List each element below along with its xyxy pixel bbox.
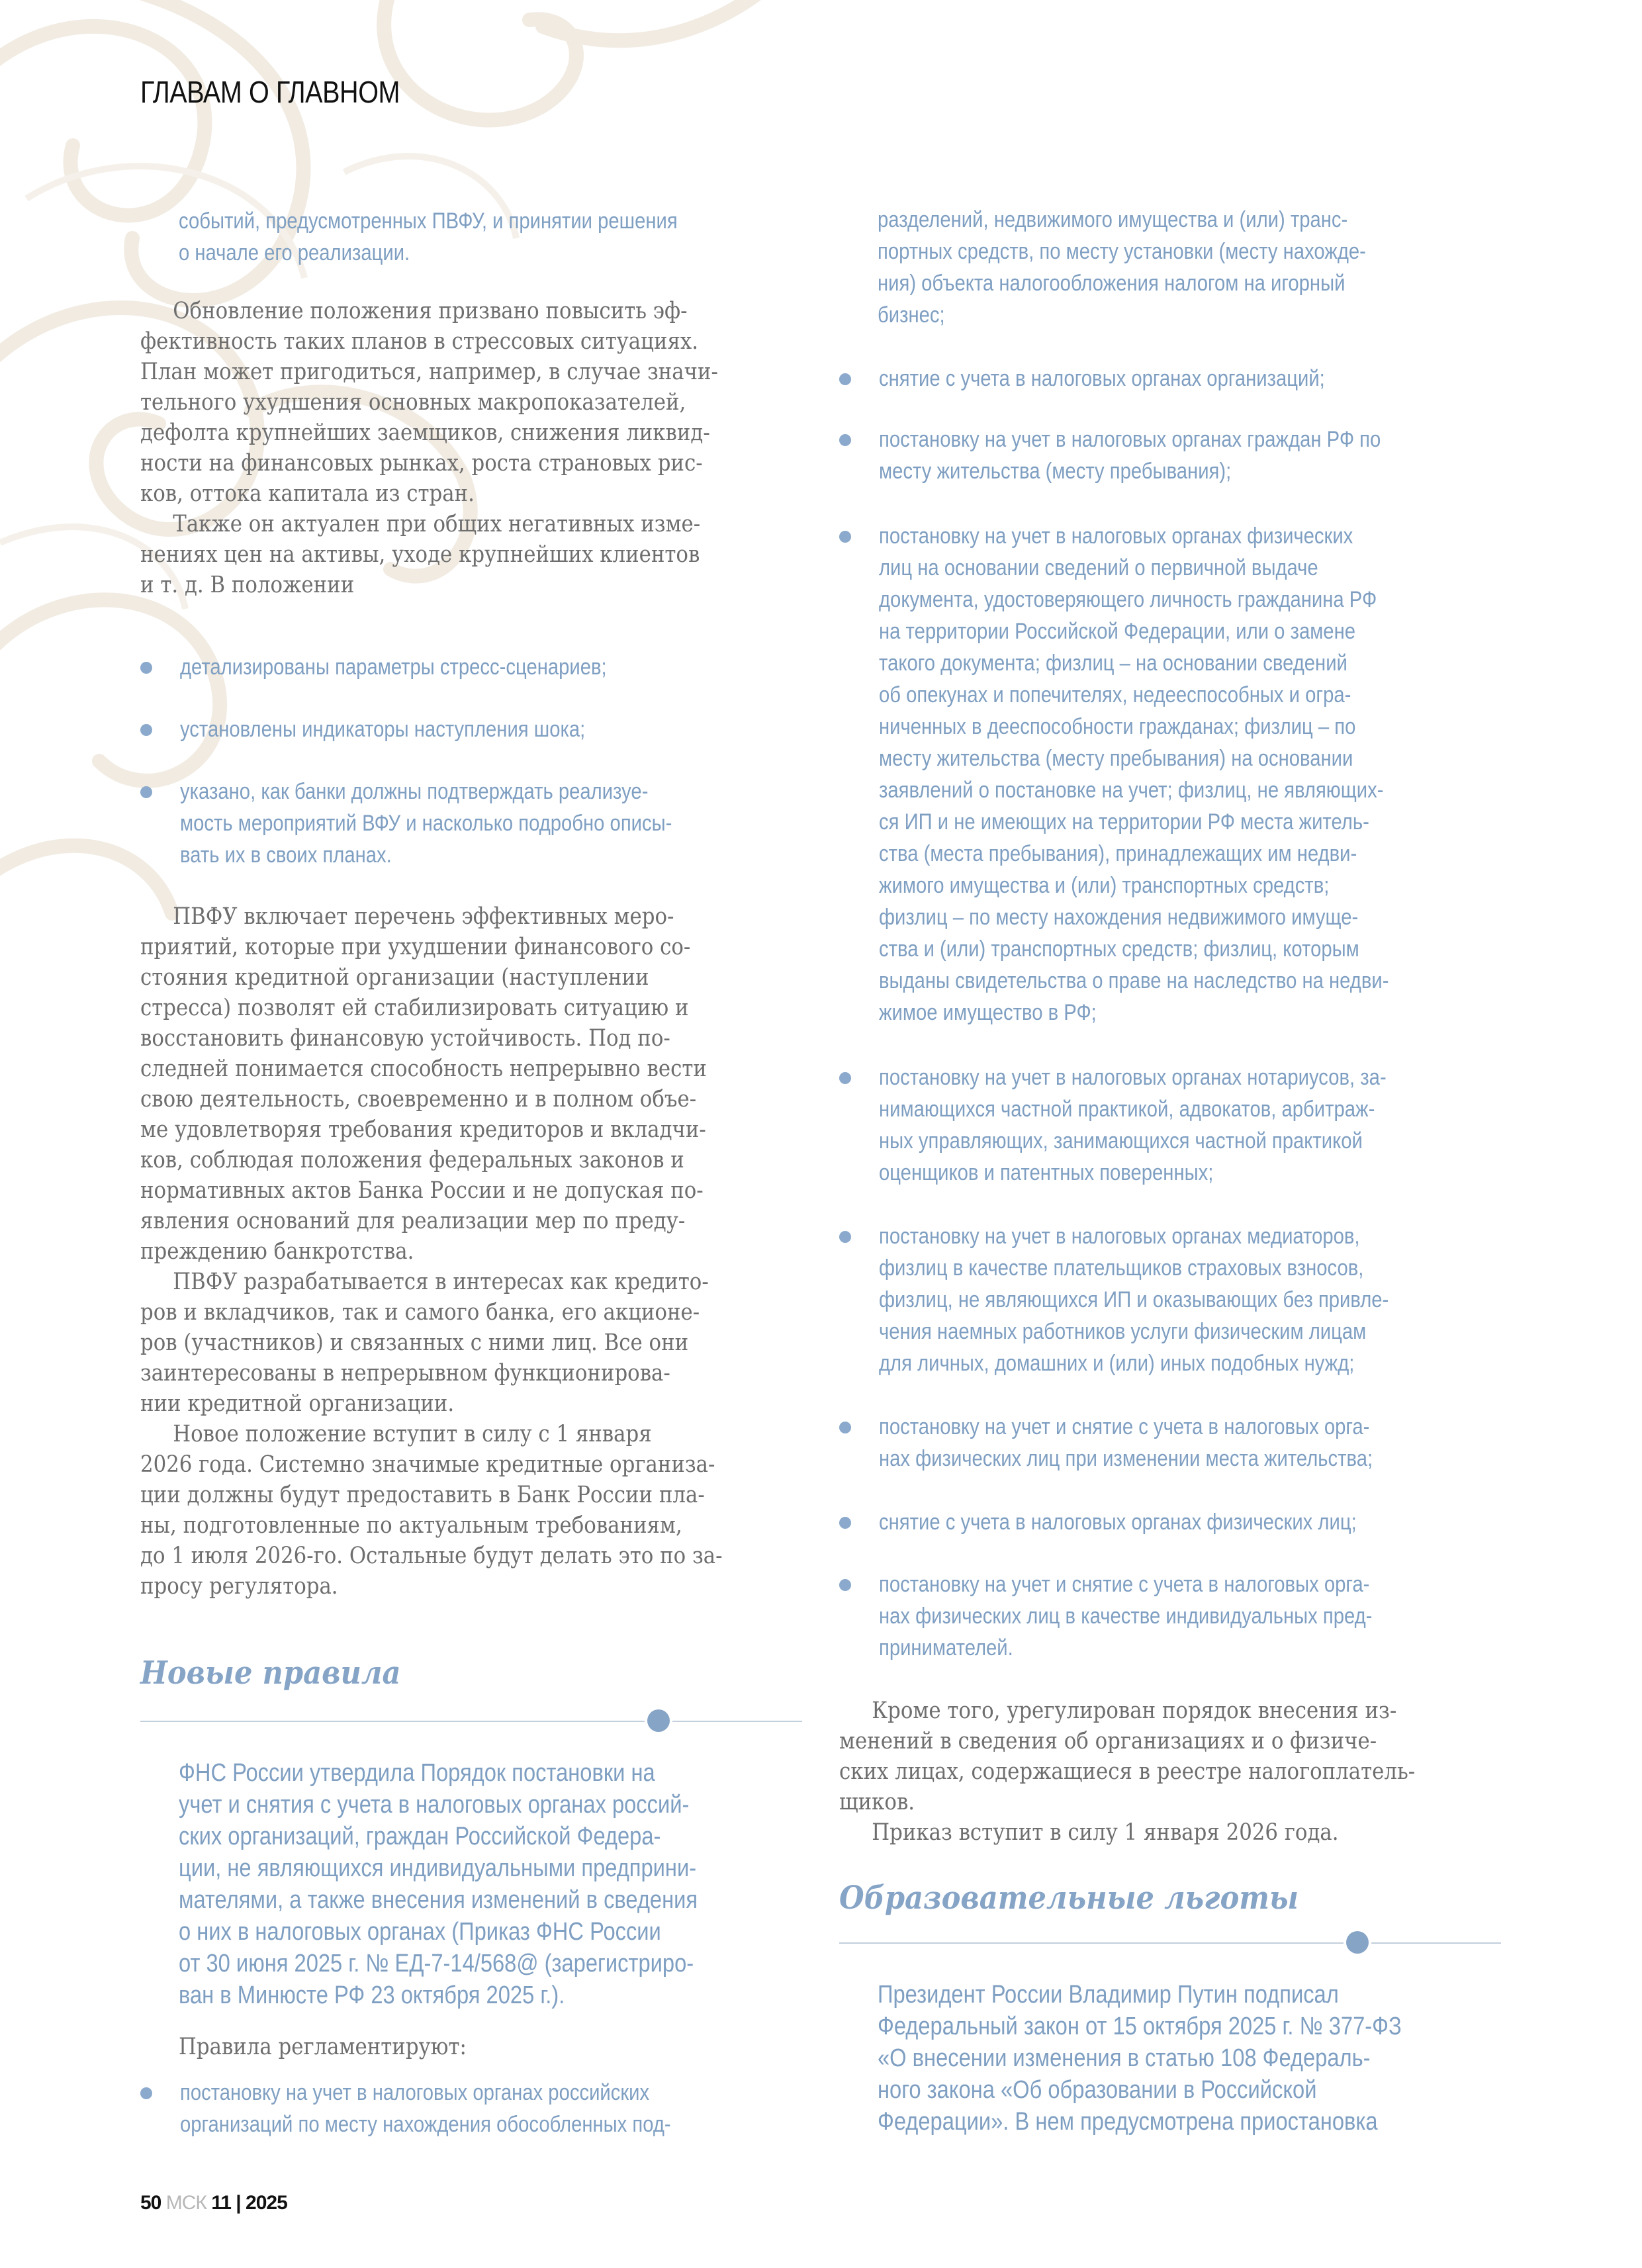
running-head: ГЛАВАМ О ГЛАВНОМ (140, 75, 400, 109)
text-line: снятие с учета в налоговых органах физических лиц; (879, 1510, 1357, 1535)
text-line: Обновление положения призвано повысить эф- (173, 298, 688, 324)
text-line: нах физических лиц в качестве индивидуальных пред- (879, 1604, 1373, 1629)
rules-intro (179, 2032, 506, 2062)
text-line: ции, не являющихся индивидуальными предприни- (179, 1854, 697, 1882)
text-line: преждению банкротства. (140, 1238, 414, 1265)
text-line: нениях цен на активы, уходе крупнейших клиентов (140, 541, 700, 568)
text-line: ров (участников) и связанных с ними лиц. Все они (140, 1330, 689, 1356)
text-line: ФНС России утвердила Порядок постановки на (179, 1759, 655, 1787)
bullet-dot-icon (839, 1072, 851, 1084)
text-line: лиц на основании сведений о первичной выдаче (879, 555, 1318, 580)
text-line: свою деятельность, своевременно и в полном объе- (140, 1086, 697, 1112)
text-line: указано, как банки должны подтверждать реализуе- (180, 779, 649, 804)
text-line: Также он актуален при общих негативных изме- (173, 511, 701, 537)
text-line: постановку на учет в налоговых органах российских (180, 2080, 650, 2105)
text-line: явления оснований для реализации мер по преду- (140, 1208, 686, 1234)
text-line: Новое положение вступит в силу с 1 января (173, 1421, 652, 1447)
text-line: дефолта крупнейших заемщиков, снижения ликвид- (140, 420, 710, 446)
text-line: бизнес; (878, 302, 945, 328)
text-line: ся ИП и не имеющих на территории РФ места житель- (879, 809, 1369, 835)
text-line: нах физических лиц при изменении места жительства; (879, 1446, 1373, 1471)
text-line: месту жительства (месту пребывания) на основании (879, 746, 1353, 771)
text-line: портных средств, по месту установки (месту нахожде- (878, 239, 1366, 264)
paragraph-register (839, 1696, 1494, 1848)
text-line: ских лицах, содержащиеся в реестре налогоплатель- (839, 1758, 1416, 1785)
text-line: мость мероприятий ВФУ и насколько подробно описы- (180, 811, 672, 836)
text-line: жимое имущество в РФ; (879, 1000, 1097, 1025)
text-line: Федерации». В нем предусмотрена приостановка (878, 2108, 1378, 2136)
text-line: документа, удостоверяющего личность гражданина РФ (879, 587, 1377, 612)
text-line: принимателей. (879, 1635, 1013, 1660)
text-line: о них в налоговых органах (Приказ ФНС России (179, 1918, 661, 1946)
text-line: ме удовлетворяя требования кредиторов и вкладчи- (140, 1116, 706, 1143)
text-line: следней понимается способность непрерывно вести (140, 1056, 707, 1082)
text-line: Приказ вступит в силу 1 января 2026 года. (872, 1819, 1339, 1846)
text-line: оценщиков и патентных поверенных; (879, 1160, 1214, 1185)
page-footer (140, 2192, 287, 2214)
bullet-dot-icon (140, 662, 152, 674)
bullet-dot-icon (839, 1517, 851, 1529)
text-line: для личных, домашних и (или) иных подобных нужд; (879, 1351, 1355, 1376)
bullet-dot-icon (839, 434, 851, 446)
section-divider (140, 1709, 802, 1733)
text-line: мателями, а также внесения изменений в сведения (179, 1886, 698, 1914)
bullet-dot-icon (839, 1231, 851, 1243)
text-line: физлиц, не являющихся ИП и оказывающих без привле- (879, 1287, 1389, 1312)
text-line: физлиц в качестве плательщиков страховых взносов, (879, 1255, 1364, 1281)
text-line: физлиц – по месту нахождения недвижимого имуще- (879, 905, 1359, 930)
magazine-name: МСК (165, 2192, 206, 2214)
bullet-dot-icon (839, 531, 851, 543)
divider-line (140, 1721, 645, 1722)
section-divider (839, 1931, 1501, 1955)
text-line: ны, подготовленные по актуальным требованиям, (140, 1512, 682, 1539)
text-line: месту жительства (месту пребывания); (879, 459, 1232, 484)
divider-line (1371, 1942, 1501, 1944)
text-line: нии кредитной организации. (140, 1390, 455, 1417)
text-line: о начале его реализации. (179, 240, 410, 265)
text-line: постановку на учет в налоговых органах нотариусов, за- (879, 1065, 1387, 1090)
text-line: тельного ухудшения основных макропоказателей, (140, 389, 686, 416)
text-line: ков, оттока капитала из стран. (140, 480, 475, 507)
text-line: ниченных в дееспособности гражданах; физлиц – по (879, 714, 1356, 739)
section-title-education-benefits: Образовательные льготы (839, 1880, 1299, 1917)
intro-continuation (179, 205, 758, 269)
text-line: ства (места пребывания), принадлежащих им недви- (879, 841, 1357, 866)
bullet-dot-icon (839, 1422, 851, 1433)
text-line: менений в сведения об организациях и о физиче- (839, 1728, 1377, 1754)
issue-year: 2025 (246, 2192, 287, 2214)
text-line: разделений, недвижимого имущества и (или) транс- (878, 207, 1348, 232)
text-line: жимого имущества и (или) транспортных средств; (879, 873, 1330, 898)
text-line: ности на финансовых рынках, роста страновых рис- (140, 450, 703, 476)
text-line: детализированы параметры стресс-сценариев; (180, 655, 607, 680)
divider-dot-icon (647, 1709, 670, 1732)
text-line: заинтересованы в непрерывном функционирова- (140, 1360, 670, 1386)
text-line: ПВФУ включает перечень эффективных меро- (173, 903, 674, 930)
text-line: стресса) позволят ей стабилизировать ситуацию и (140, 995, 689, 1021)
text-line: ции должны будут предоставить в Банк России пла- (140, 1482, 705, 1508)
divider-line (839, 1942, 1344, 1944)
text-line: восстановить финансовую устойчивость. Под по- (140, 1025, 670, 1052)
text-line: заявлений о постановке на учет; физлиц, не являющих- (879, 778, 1384, 803)
text-line: 2026 года. Системно значимые кредитные организа- (140, 1451, 715, 1478)
text-line: организаций по месту нахождения обособленных под- (180, 2112, 671, 2137)
bullet-dot-icon (839, 373, 851, 385)
bullet-dot-icon (140, 724, 152, 736)
text-line: постановку на учет и снятие с учета в налоговых орга- (879, 1572, 1370, 1597)
text-line: щиков. (839, 1789, 915, 1815)
text-line: такого документа; физлиц – на основании сведений (879, 651, 1347, 676)
lead-new-rules (179, 1757, 782, 2011)
text-line: ства и (или) транспортных средств; физлиц, которым (879, 936, 1359, 962)
divider-line (672, 1721, 802, 1722)
text-line: постановку на учет в налоговых органах медиаторов, (879, 1224, 1360, 1249)
text-line: снятие с учета в налоговых органах организаций; (879, 366, 1325, 391)
text-line: просу регулятора. (140, 1573, 338, 1600)
text-line: постановку на учет и снятие с учета в налоговых орга- (879, 1414, 1370, 1439)
page-number: 50 (140, 2192, 161, 2214)
paragraph-update (140, 296, 797, 600)
text-line: План может пригодиться, например, в случае значи- (140, 359, 718, 385)
lead-education-benefits (878, 1979, 1487, 2138)
text-line: и т. д. В положении (140, 572, 355, 598)
text-line: стояния кредитной организации (наступлении (140, 964, 649, 991)
text-line: ских организаций, граждан Российской Федера- (179, 1823, 661, 1850)
text-line: учет и снятия с учета в налоговых органах россий- (179, 1791, 690, 1819)
text-line: ния) объекта налогообложения налогом на игорный (878, 271, 1346, 296)
text-line: нормативных актов Банка России и не допуская по- (140, 1177, 704, 1204)
text-line: от 30 июня 2025 г. № ЕД-7-14/568@ (зарегистриро- (179, 1950, 694, 1977)
text-line: на территории Российской Федерации, или о замене (879, 619, 1355, 644)
bullet-dot-icon (839, 1579, 851, 1591)
text-line: ПВФУ разрабатывается в интересах как кредито- (173, 1269, 709, 1295)
text-line: выданы свидетельства о праве на наследство на недви- (879, 968, 1389, 993)
text-line: событий, предусмотренных ПВФУ, и принятии решения (179, 208, 678, 234)
text-line: нимающихся частной практикой, адвокатов, арбитраж- (879, 1097, 1375, 1122)
text-line: установлены индикаторы наступления шока; (180, 717, 586, 742)
text-line: чения наемных работников услуги физическим лицам (879, 1319, 1367, 1344)
text-line: вать их в своих планах. (180, 842, 392, 868)
bullet-dot-icon (140, 786, 152, 798)
section-title-new-rules: Новые правила (140, 1655, 401, 1692)
text-line: постановку на учет в налоговых органах граждан РФ по (879, 427, 1381, 452)
text-line: «О внесении изменения в статью 108 Федераль- (878, 2044, 1371, 2072)
text-line: Кроме того, урегулирован порядок внесения из- (872, 1698, 1397, 1724)
text-line: Президент России Владимир Путин подписал (878, 1981, 1339, 2009)
text-line: ных управляющих, занимающихся частной практикой (879, 1128, 1363, 1154)
text-line: до 1 июля 2026-го. Остальные будут делать это по за- (140, 1543, 723, 1569)
text-line: ван в Минюсте РФ 23 октября 2025 г.). (179, 1981, 565, 2009)
issue-number: 11 (211, 2192, 231, 2214)
paragraph-pvfu (140, 901, 801, 1602)
text-line: приятий, которые при ухудшении финансового со- (140, 934, 691, 960)
bullet-continuation (878, 204, 1445, 331)
text-line: Правила регламентируют: (179, 2034, 467, 2060)
text-line: Федеральный закон от 15 октября 2025 г. № 377-ФЗ (878, 2013, 1402, 2040)
footer-separator: | (236, 2192, 241, 2214)
text-line: ного закона «Об образовании в Российской (878, 2076, 1317, 2104)
text-line: ков, соблюдая положения федеральных законов и (140, 1147, 684, 1173)
text-line: ров и вкладчиков, так и самого банка, его акционе- (140, 1299, 700, 1326)
bullet-dot-icon (140, 2087, 152, 2099)
text-line: фективность таких планов в стрессовых ситуациях. (140, 328, 699, 355)
text-line: об опекунах и попечителях, недееспособных и огра- (879, 682, 1351, 707)
divider-dot-icon (1346, 1931, 1369, 1954)
text-line: постановку на учет в налоговых органах физических (879, 523, 1353, 549)
